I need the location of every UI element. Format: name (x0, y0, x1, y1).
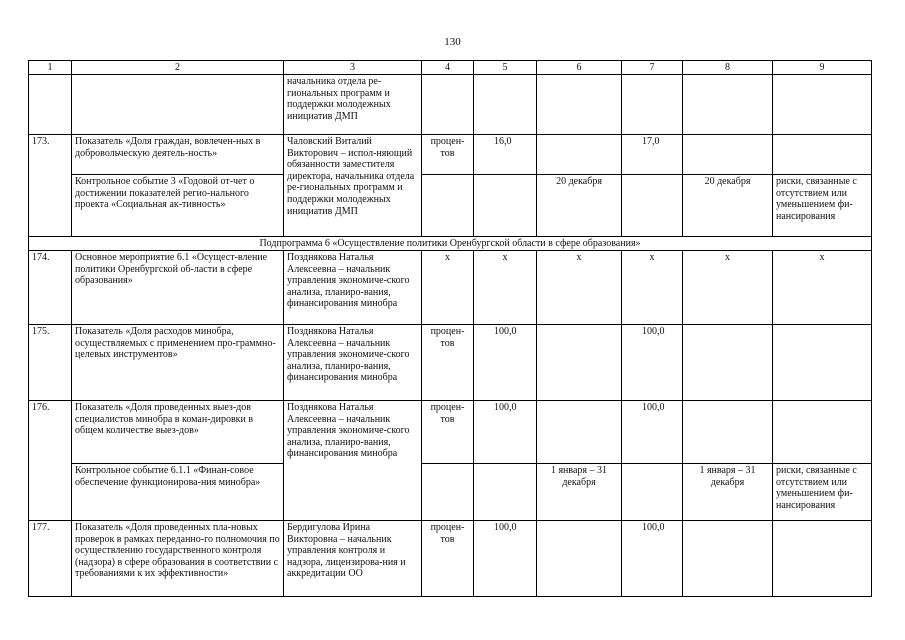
row-number: 177. (29, 521, 72, 597)
unit-cell: процен-тов (422, 401, 474, 464)
page-number: 130 (444, 36, 461, 48)
value-cell: 100,0 (622, 325, 683, 401)
indicator-cell: Показатель «Доля расходов минобра, осуществляемых с применением про-граммно-целевых инструментов» (72, 325, 284, 401)
x-cell: х (422, 251, 474, 325)
header-cell: 8 (683, 61, 773, 75)
x-cell: х (773, 251, 872, 325)
value-cell: 100,0 (622, 521, 683, 597)
value-cell: 100,0 (474, 325, 537, 401)
value-cell: 17,0 (622, 135, 683, 175)
x-cell: х (537, 251, 622, 325)
subprogram-title: Подпрограмма 6 «Осуществление политики Оренбургской области в сфере образования» (29, 237, 872, 251)
date-cell: 20 декабря (683, 175, 773, 237)
risk-cell: риски, связанные с отсутствием или уменьшением фи-нансирования (773, 464, 872, 521)
risk-cell: риски, связанные с отсутствием или уменьшением фи-нансирования (773, 175, 872, 237)
date-cell: 20 декабря (537, 175, 622, 237)
header-cell: 7 (622, 61, 683, 75)
header-cell: 1 (29, 61, 72, 75)
x-cell: х (683, 251, 773, 325)
indicator-cell: Основное мероприятие 6.1 «Осущест-вление политики Оренбургской об-ласти в сфере образования» (72, 251, 284, 325)
responsible-cell: Бердигулова Ирина Викторовна – начальник управления контроля и надзора, лицензирова-ния и аккредитации ОО (284, 521, 422, 597)
header-cell: 9 (773, 61, 872, 75)
indicator-cell: Показатель «Доля проведенных выез-дов специалистов минобра в коман-дировки в общем количестве выез-дов» (72, 401, 284, 464)
value-cell: 100,0 (474, 401, 537, 464)
unit-cell: процен-тов (422, 521, 474, 597)
value-cell: 100,0 (622, 401, 683, 464)
header-row (29, 61, 872, 75)
table-row (29, 251, 872, 325)
responsible-cell: Чаловский Виталий Викторович – испол-няющий обязанности заместителя директора, начальника отдела ре-гиональных программ и поддержки молодежных инициатив ДМП (284, 135, 422, 237)
value-cell: 16,0 (474, 135, 537, 175)
subprogram-row (29, 237, 872, 251)
value-cell: 100,0 (474, 521, 537, 597)
header-cell: 4 (422, 61, 474, 75)
x-cell: х (622, 251, 683, 325)
table-row (29, 325, 872, 401)
x-cell: х (474, 251, 537, 325)
table-row (29, 75, 872, 135)
plan-table (28, 60, 872, 597)
indicator-cell: Показатель «Доля проведенных пла-новых проверок в рамках переданно-го полномочия по осуществлению государственного контроля (надзора) в сфере образования в соответствии с требованиями к их эффективности» (72, 521, 284, 597)
unit-cell: процен-тов (422, 135, 474, 175)
header-cell: 2 (72, 61, 284, 75)
date-cell: 1 января – 31 декабря (683, 464, 773, 521)
unit-cell: процен-тов (422, 325, 474, 401)
header-cell: 6 (537, 61, 622, 75)
table-row (29, 135, 872, 175)
header-cell: 3 (284, 61, 422, 75)
table-row (29, 175, 872, 237)
table-row (29, 401, 872, 464)
responsible-cell: Позднякова Наталья Алексеевна – начальник управления экономиче-ского анализа, планиро-вания, финансирования минобра (284, 251, 422, 325)
table-row (29, 521, 872, 597)
row-number: 176. (29, 401, 72, 521)
responsible-cell: начальника отдела ре-гиональных программ и поддержки молодежных инициатив ДМП (284, 75, 422, 135)
event-cell: Контрольное событие 6.1.1 «Финан-совое обеспечение функционирова-ния минобра» (72, 464, 284, 521)
responsible-cell: Позднякова Наталья Алексеевна – начальник управления экономиче-ского анализа, планиро-вания, финансирования минобра (284, 401, 422, 521)
header-cell: 5 (474, 61, 537, 75)
responsible-cell: Позднякова Наталья Алексеевна – начальник управления экономиче-ского анализа, планиро-вания, финансирования минобра (284, 325, 422, 401)
indicator-cell (72, 75, 284, 135)
row-number: 173. (29, 135, 72, 237)
date-cell: 1 января – 31 декабря (537, 464, 622, 521)
event-cell: Контрольное событие 3 «Годовой от-чет о достижении показателей регио-нального проекта «Социальная ак-тивность» (72, 175, 284, 237)
row-number: 175. (29, 325, 72, 401)
row-number: 174. (29, 251, 72, 325)
table-row (29, 464, 872, 521)
indicator-cell: Показатель «Доля граждан, вовлечен-ных в добровольческую деятель-ность» (72, 135, 284, 175)
row-number (29, 75, 72, 135)
